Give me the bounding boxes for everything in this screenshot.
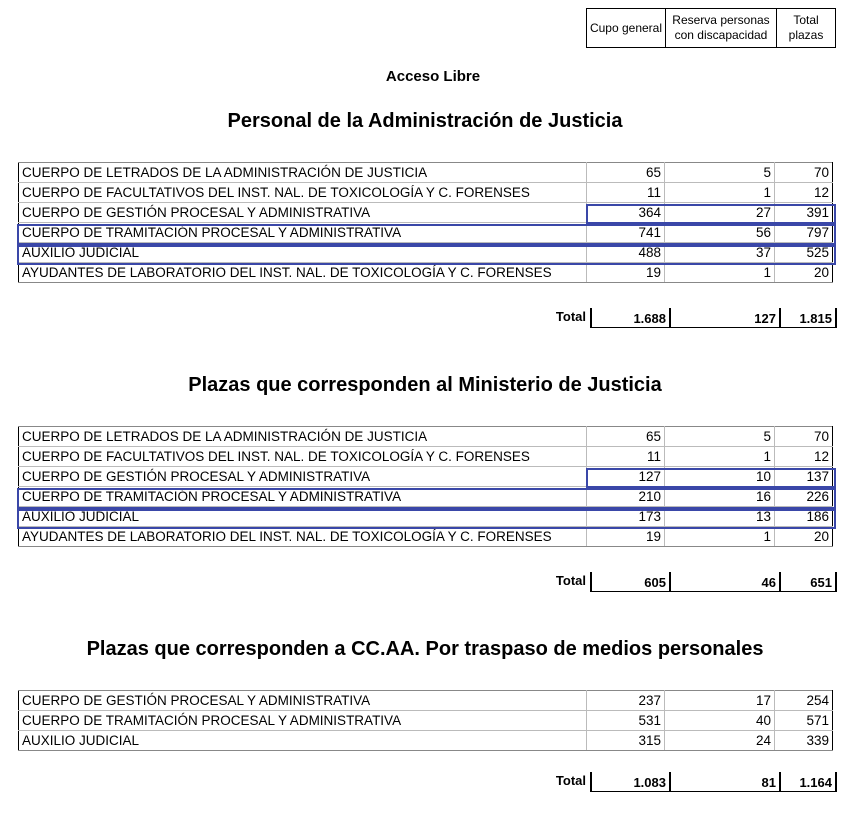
cell-reserva: 17: [665, 691, 775, 711]
cell-reserva: 1: [665, 183, 775, 203]
table-row: [19, 711, 833, 731]
total-row: [540, 308, 837, 328]
row-name: CUERPO DE TRAMITACIÓN PROCESAL Y ADMINISTRATIVA: [19, 711, 587, 731]
row-name: CUERPO DE LETRADOS DE LA ADMINISTRACIÓN DE JUSTICIA: [19, 427, 587, 447]
cell-general: 11: [587, 447, 665, 467]
total-row: [540, 772, 837, 792]
table-row: [19, 467, 833, 487]
table-row: [19, 487, 833, 507]
table-personal: [18, 162, 833, 283]
header-cupo-general: Cupo general: [587, 9, 666, 47]
cell-total: 12: [775, 447, 833, 467]
cell-reserva: 1: [665, 263, 775, 283]
cell-general: 364: [587, 203, 665, 223]
total-general: 1.083: [590, 772, 669, 792]
cell-general: 65: [587, 427, 665, 447]
total-row: [540, 572, 837, 592]
row-name: AYUDANTES DE LABORATORIO DEL INST. NAL. DE TOXICOLOGÍA Y C. FORENSES: [19, 527, 587, 547]
cell-total: 70: [775, 427, 833, 447]
cell-total: 391: [775, 203, 833, 223]
cell-total: 186: [775, 507, 833, 527]
table-row: [19, 427, 833, 447]
row-name: CUERPO DE TRAMITACIÓN PROCESAL Y ADMINISTRATIVA: [19, 223, 587, 243]
section-title-ministerio: Plazas que corresponden al Ministerio de Justicia: [188, 374, 662, 396]
cell-reserva: 1: [665, 447, 775, 467]
row-name: AUXILIO JUDICIAL: [19, 507, 587, 527]
cell-reserva: 1: [665, 527, 775, 547]
total-total: 1.815: [779, 308, 837, 328]
access-label: Acceso Libre: [385, 68, 481, 85]
row-name: CUERPO DE LETRADOS DE LA ADMINISTRACIÓN DE JUSTICIA: [19, 163, 587, 183]
cell-general: 531: [587, 711, 665, 731]
row-name: CUERPO DE GESTIÓN PROCESAL Y ADMINISTRATIVA: [19, 467, 587, 487]
cell-total: 254: [775, 691, 833, 711]
cell-reserva: 5: [665, 163, 775, 183]
total-label: Total: [555, 309, 586, 324]
cell-reserva: 27: [665, 203, 775, 223]
cell-total: 571: [775, 711, 833, 731]
table-row: [19, 731, 833, 751]
section-title-personal: Personal de la Administración de Justicia: [227, 110, 623, 132]
row-name: CUERPO DE GESTIÓN PROCESAL Y ADMINISTRATIVA: [19, 203, 587, 223]
total-label: Total: [555, 773, 586, 788]
cell-total: 12: [775, 183, 833, 203]
table-row: [19, 163, 833, 183]
cell-total: 20: [775, 263, 833, 283]
cell-general: 11: [587, 183, 665, 203]
cell-total: 137: [775, 467, 833, 487]
table-row: [19, 263, 833, 283]
cell-general: 127: [587, 467, 665, 487]
cell-reserva: 37: [665, 243, 775, 263]
column-header: [586, 8, 836, 48]
cell-total: 20: [775, 527, 833, 547]
total-total: 651: [779, 572, 837, 592]
cell-total: 797: [775, 223, 833, 243]
cell-general: 173: [587, 507, 665, 527]
total-label: Total: [555, 573, 586, 588]
cell-reserva: 10: [665, 467, 775, 487]
cell-general: 19: [587, 527, 665, 547]
total-general: 605: [590, 572, 669, 592]
cell-total: 226: [775, 487, 833, 507]
table-row: [19, 507, 833, 527]
cell-reserva: 24: [665, 731, 775, 751]
cell-general: 315: [587, 731, 665, 751]
row-name: CUERPO DE FACULTATIVOS DEL INST. NAL. DE TOXICOLOGÍA Y C. FORENSES: [19, 447, 587, 467]
cell-general: 210: [587, 487, 665, 507]
row-name: AUXILIO JUDICIAL: [19, 731, 587, 751]
total-total: 1.164: [779, 772, 837, 792]
row-name: AUXILIO JUDICIAL: [19, 243, 587, 263]
total-general: 1.688: [590, 308, 669, 328]
table-row: [19, 691, 833, 711]
table-row: [19, 223, 833, 243]
cell-general: 741: [587, 223, 665, 243]
row-name: CUERPO DE TRAMITACIÓN PROCESAL Y ADMINISTRATIVA: [19, 487, 587, 507]
cell-general: 237: [587, 691, 665, 711]
cell-reserva: 56: [665, 223, 775, 243]
cell-total: 525: [775, 243, 833, 263]
cell-general: 65: [587, 163, 665, 183]
table-ministerio: [18, 426, 833, 547]
cell-total: 339: [775, 731, 833, 751]
table-ccaa: [18, 690, 833, 751]
header-total-plazas: Total plazas: [788, 13, 824, 42]
total-reserva: 46: [669, 572, 779, 592]
total-reserva: 81: [669, 772, 779, 792]
cell-reserva: 5: [665, 427, 775, 447]
table-row: [19, 203, 833, 223]
cell-reserva: 40: [665, 711, 775, 731]
cell-general: 19: [587, 263, 665, 283]
table-row: [19, 527, 833, 547]
table-row: [19, 447, 833, 467]
table-row: [19, 183, 833, 203]
row-name: CUERPO DE GESTIÓN PROCESAL Y ADMINISTRATIVA: [19, 691, 587, 711]
cell-reserva: 16: [665, 487, 775, 507]
row-name: CUERPO DE FACULTATIVOS DEL INST. NAL. DE TOXICOLOGÍA Y C. FORENSES: [19, 183, 587, 203]
cell-general: 488: [587, 243, 665, 263]
cell-reserva: 13: [665, 507, 775, 527]
total-reserva: 127: [669, 308, 779, 328]
cell-total: 70: [775, 163, 833, 183]
table-row: [19, 243, 833, 263]
header-reserva: Reserva personas con discapacidad: [666, 9, 777, 47]
section-title-ccaa: Plazas que corresponden a CC.AA. Por traspaso de medios personales: [86, 638, 764, 660]
row-name: AYUDANTES DE LABORATORIO DEL INST. NAL. DE TOXICOLOGÍA Y C. FORENSES: [19, 263, 587, 283]
